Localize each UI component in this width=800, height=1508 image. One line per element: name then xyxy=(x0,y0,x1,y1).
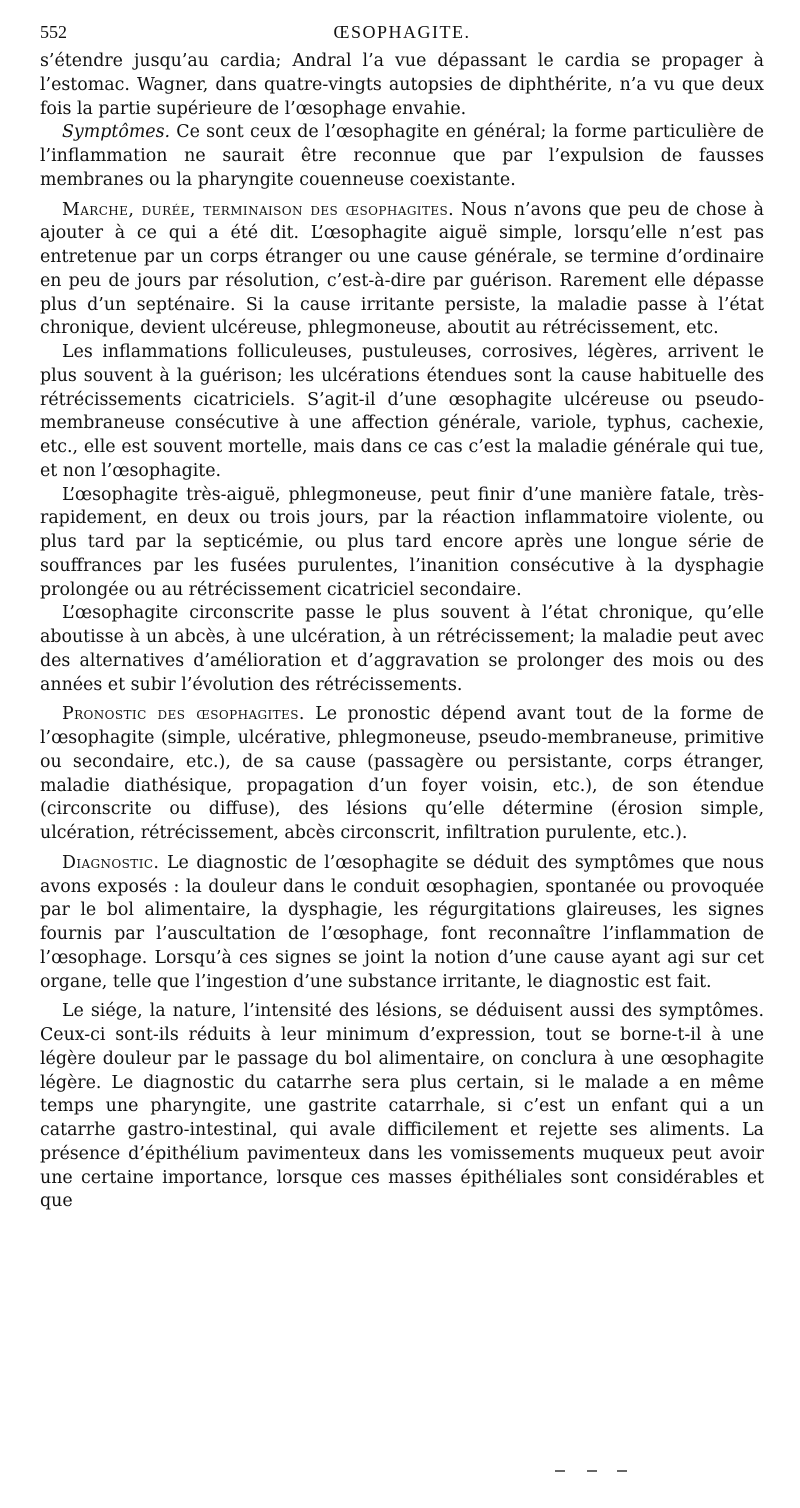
page-number: 552 xyxy=(40,22,67,42)
body-text xyxy=(40,50,764,1214)
print-mark xyxy=(617,1470,627,1472)
paragraph-circonscrite xyxy=(40,602,764,697)
paragraph-inflammations xyxy=(40,341,764,484)
paragraph-siege xyxy=(40,1000,764,1214)
running-title: ŒSOPHAGITE. xyxy=(333,22,471,42)
paragraph-text: L’œsophagite très-aiguë, phlegmoneuse, peut finir d’une manière fatale, très-rapidement, en deux ou trois jours, par la réaction inflammatoire violente, ou plus tard par la septicémie, ou plus tard encore après une longue série de souffrances par les fusées purulentes, l’inanition consécutive à la dysphagie prolongée ou au rétrécissement cicatriciel secondaire. xyxy=(40,484,764,600)
print-mark xyxy=(587,1470,597,1472)
footer-print-marks xyxy=(555,1466,635,1476)
paragraph-text: Le pronostic dépend avant tout de la forme de l’œsophagite (simple, ulcérative, phlegmoneuse, pseudo-membraneuse, primitive ou secondaire, etc.), de sa cause (passagère ou persistante, corps étranger, maladie diathésique, propagation d’un foyer voisin, etc.), de son étendue (circonscrite ou diffuse), des lésions qu’elle détermine (érosion simple, ulcération, rétrécissement, abcès circonscrit, infiltration purulente, etc.). xyxy=(40,704,764,843)
paragraph-tres-aigue xyxy=(40,484,764,603)
paragraph-text: L’œsophagite circonscrite passe le plus souvent à l’état chronique, qu’elle aboutisse à un abcès, à une ulcération, à un rétrécissement; la maladie peut avec des alternatives d’amélioration et d’aggravation se prolonger des mois ou des années et subir l’évolution des rétrécissements. xyxy=(40,603,764,695)
paragraph-continuation xyxy=(40,50,764,121)
print-mark xyxy=(555,1470,565,1472)
paragraph-text: Le diagnostic de l’œsophagite se déduit des symptômes que nous avons exposés : la douleur dans le conduit œsophagien, spontanée ou provoquée par le bol alimentaire, la dysphagie, les régurgitations glaireuses, les signes fournis par l’auscultation de l’œsophage, font reconnaître l’inflammation de l’œsophage. Lorsqu’à ces signes se joint la notion d’une cause ayant agi sur cet organe, telle que l’ingestion d’une substance irritante, le diagnostic est fait. xyxy=(40,852,764,992)
book-page xyxy=(40,22,764,1214)
paragraph-symptomes xyxy=(40,121,764,192)
paragraph-text: Nous n’avons que peu de chose à ajouter à ce qui a été dit. L’œsophagite aiguë simple, lorsqu’elle n’est pas entretenue par un corps étranger ou une cause générale, se termine d’ordinaire en peu de jours par résolution, c’est-à-dire par guérison. Rarement elle dépasse plus d’un septénaire. Si la cause irritante persiste, la maladie passe à l’état chronique, devient ulcéreuse, phlegmoneuse, aboutit au rétrécissement, etc. xyxy=(40,199,764,339)
section-heading-symptomes: Symptômes. xyxy=(62,122,171,143)
page-header xyxy=(40,22,764,50)
paragraph-text: s’étendre jusqu’au cardia; Andral l’a vue dépassant le cardia se propager à l’estomac. Wagner, dans quatre-vingts autopsies de diphthérite, n’a vu que deux fois la partie supérieure de l’œsophage envahie. xyxy=(40,51,764,119)
paragraph-text: Ce sont ceux de l’œsophagite en général; la forme particulière de l’inflammation ne saurait être reconnue que par l’expulsion de fausses membranes ou la pharyngite couenneuse coexistante. xyxy=(40,122,764,190)
paragraph-marche xyxy=(40,199,764,342)
section-heading-diagnostic: Diagnostic. xyxy=(62,852,160,873)
section-heading-marche: Marche, durée, terminaison des œsophagites. xyxy=(62,199,455,220)
paragraph-pronostic xyxy=(40,703,764,846)
paragraph-diagnostic xyxy=(40,852,764,995)
section-heading-pronostic: Pronostic des œsophagites. xyxy=(62,704,305,725)
paragraph-text: Le siége, la nature, l’intensité des lésions, se déduisent aussi des symptômes. Ceux-ci sont-ils réduits à leur minimum d’expression, tout se borne-t-il à une légère douleur par le passage du bol alimentaire, on conclura à une œsophagite légère. Le diagnostic du catarrhe sera plus certain, si le malade a en même temps une pharyngite, une gastrite catarrhale, si c’est un enfant qui a un catarrhe gastro-intestinal, qui avale difficilement et rejette ses aliments. La présence d’épithélium pavimenteux dans les vomissements muqueux peut avoir une certaine importance, lorsque ces masses épithéliales sont considérables et que xyxy=(40,1001,764,1212)
paragraph-text: Les inflammations folliculeuses, pustuleuses, corrosives, légères, arrivent le plus souvent à la guérison; les ulcérations étendues sont la cause habituelle des rétrécissements cicatriciels. S’agit-il d’une œsophagite ulcéreuse ou pseudo-membraneuse consécutive à une affection générale, variole, typhus, cachexie, etc., elle est souvent mortelle, mais dans ce cas c’est la maladie générale qui tue, et non l’œsophagite. xyxy=(40,342,764,481)
